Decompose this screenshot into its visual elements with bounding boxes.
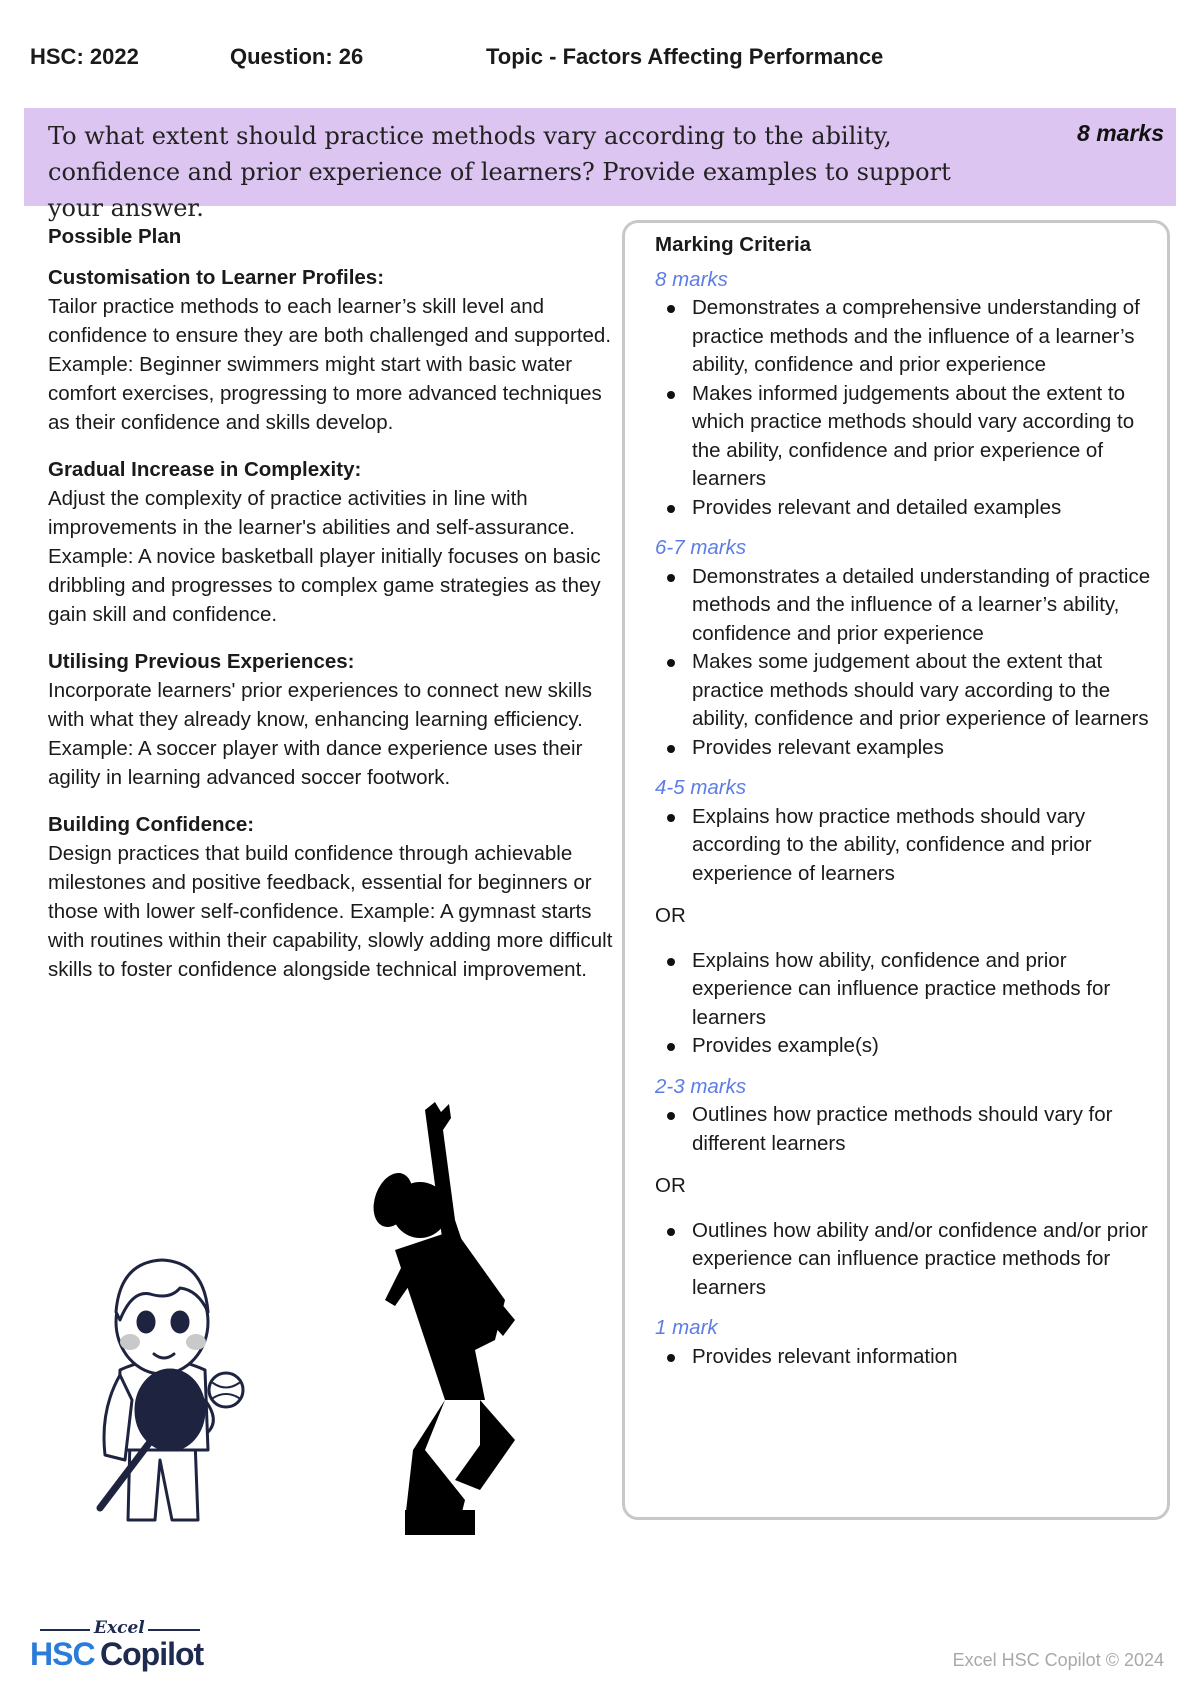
possible-plan xyxy=(48,222,618,1002)
band-2-3-marks xyxy=(655,1073,1167,1303)
criteria-item: Makes some judgement about the extent that practice methods should vary according to the ability, confidence and prior experience of learners xyxy=(655,648,1167,734)
plan-section-heading: Gradual Increase in Complexity: xyxy=(48,458,362,481)
excel-hsc-copilot-logo xyxy=(30,1618,220,1678)
cartoon-tennis-boy-illustration xyxy=(80,1250,250,1530)
plan-section-heading: Customisation to Learner Profiles: xyxy=(48,266,385,289)
band-label: 1 mark xyxy=(655,1316,718,1339)
plan-section-body: Tailor practice methods to each learner’s skill level and confidence to ensure they are both challenged and supported. Example: Beginner swimmers might start with basic water comfort exercises, progressing to more advanced techniques as their confidence and skills develop. xyxy=(48,295,612,434)
question-marks: 8 marks xyxy=(1077,120,1164,146)
band-label: 2-3 marks xyxy=(655,1074,747,1098)
band-label: 4-5 marks xyxy=(655,776,747,799)
plan-section xyxy=(48,455,618,629)
criteria-item: Provides relevant information xyxy=(655,1343,1167,1372)
criteria-item: Provides relevant and detailed examples xyxy=(655,494,1167,523)
question-text: To what extent should practice methods vary according to the ability, confidence and prior experience of learners? Provide examples to support your answer. xyxy=(48,122,951,222)
tennis-player-silhouette-illustration xyxy=(365,1100,585,1550)
band-label: 6-7 marks xyxy=(655,536,747,559)
hsc-year: HSC: 2022 xyxy=(30,44,139,69)
logo-excel-text: Excel xyxy=(94,1618,145,1638)
criteria-item: Explains how practice methods should vary according to the ability, confidence and prior experience of learners xyxy=(655,803,1167,889)
band-label: 8 marks xyxy=(655,267,728,291)
criteria-list xyxy=(655,947,1167,1061)
criteria-item: Demonstrates a detailed understanding of practice methods and the influence of a learner’s ability, confidence and prior experience xyxy=(655,563,1167,649)
criteria-list xyxy=(655,1217,1167,1303)
page-header xyxy=(30,44,1170,80)
criteria-list xyxy=(655,803,1167,889)
plan-section-body: Adjust the complexity of practice activities in line with improvements in the learner's abilities and self-assurance. Example: A novice basketball player initially focuses on basic dribbling and progresses to complex game strategies as they gain skill and confidence. xyxy=(48,487,601,626)
criteria-item: Makes informed judgements about the extent to which practice methods should vary according to the ability, confidence and prior experience of learners xyxy=(655,380,1167,494)
criteria-list xyxy=(655,294,1167,522)
band-1-mark xyxy=(655,1314,1167,1371)
criteria-list xyxy=(655,1101,1167,1158)
plan-section xyxy=(48,647,618,792)
criteria-item: Provides relevant examples xyxy=(655,734,1167,763)
band-8-marks xyxy=(655,266,1167,523)
plan-section xyxy=(48,263,618,437)
plan-section xyxy=(48,810,618,984)
or-label: OR xyxy=(655,1174,686,1197)
or-label: OR xyxy=(655,904,686,927)
criteria-item: Explains how ability, confidence and prior experience can influence practice methods for learners xyxy=(655,947,1167,1033)
criteria-title: Marking Criteria xyxy=(655,233,812,256)
plan-section-heading: Building Confidence: xyxy=(48,813,255,836)
logo-rule xyxy=(40,1629,90,1631)
logo-rule xyxy=(148,1629,200,1631)
band-6-7-marks xyxy=(655,534,1167,762)
copyright-notice: Excel HSC Copilot © 2024 xyxy=(952,1650,1164,1670)
criteria-item: Demonstrates a comprehensive understanding of practice methods and the influence of a learner’s ability, confidence and prior experience xyxy=(655,294,1167,380)
logo-hsc-text: HSC xyxy=(30,1636,95,1672)
question-number: Question: 26 xyxy=(230,44,364,69)
logo-copilot-text: Copilot xyxy=(100,1636,204,1672)
criteria-item: Provides example(s) xyxy=(655,1032,1167,1061)
plan-title: Possible Plan xyxy=(48,225,182,248)
plan-section-heading: Utilising Previous Experiences: xyxy=(48,650,355,673)
marking-criteria-panel xyxy=(622,220,1170,1520)
topic-title: Topic - Factors Affecting Performance xyxy=(486,44,884,69)
criteria-item: Outlines how ability and/or confidence and/or prior experience can influence practice methods for learners xyxy=(655,1217,1167,1303)
criteria-item: Outlines how practice methods should vary for different learners xyxy=(655,1101,1167,1158)
band-4-5-marks xyxy=(655,774,1167,1061)
plan-section-body: Design practices that build confidence through achievable milestones and positive feedback, essential for beginners or those with lower self-confidence. Example: A gymnast starts with routines within their capability, slowly adding more difficult skills to foster confidence alongside technical improvement. xyxy=(48,842,613,981)
plan-section-body: Incorporate learners' prior experiences to connect new skills with what they already know, enhancing learning efficiency. Example: A soccer player with dance experience uses their agility in learning advanced soccer footwork. xyxy=(48,679,593,789)
question-box xyxy=(24,108,1176,222)
criteria-list xyxy=(655,563,1167,763)
criteria-list xyxy=(655,1343,1167,1372)
